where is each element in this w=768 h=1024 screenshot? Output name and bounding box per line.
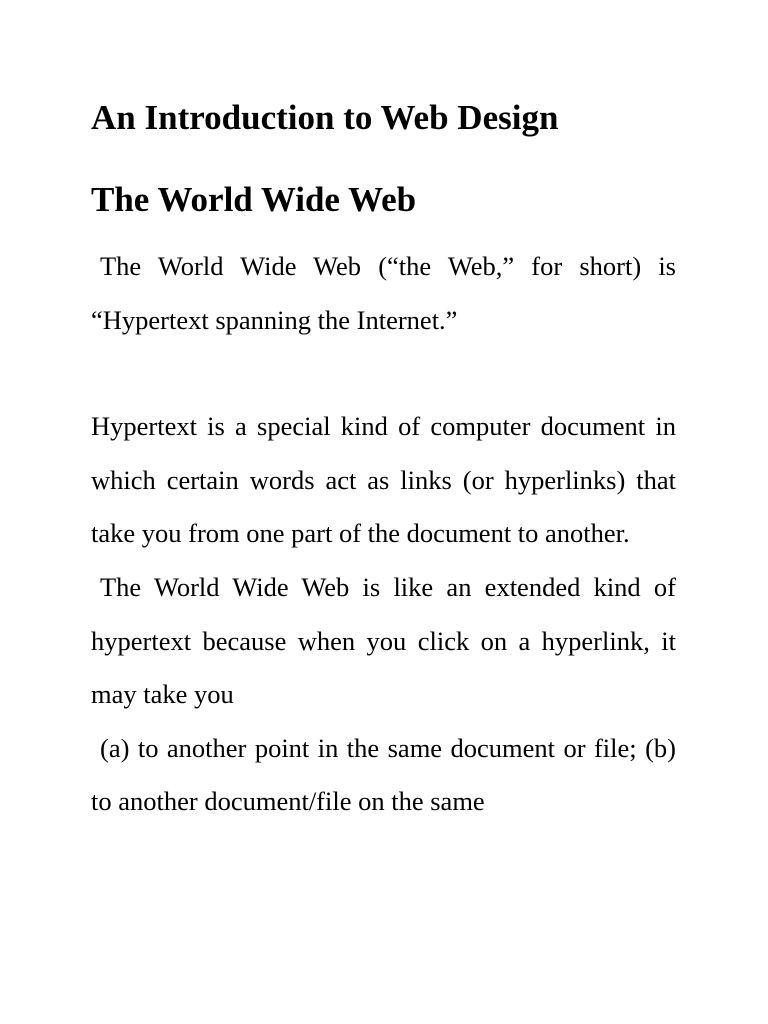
paragraph-link-destinations: (a) to another point in the same document or file; (b) to another document/file on the same	[91, 732, 676, 817]
document-title: An Introduction to Web Design	[91, 98, 559, 137]
paragraph-extended-hypertext: The World Wide Web is like an extended kind of hypertext because when you click on a hyperlink, it may take you	[91, 571, 676, 710]
paragraph-web-definition: The World Wide Web (“the Web,” for short) is “Hypertext spanning the Internet.”	[91, 251, 676, 335]
section-heading: The World Wide Web	[91, 180, 417, 219]
document-body	[91, 92, 676, 829]
paragraph-hypertext-definition: Hypertext is a special kind of computer document in which certain words act as links (or hyperlinks) that take you from one part of the document to another.	[91, 411, 676, 549]
